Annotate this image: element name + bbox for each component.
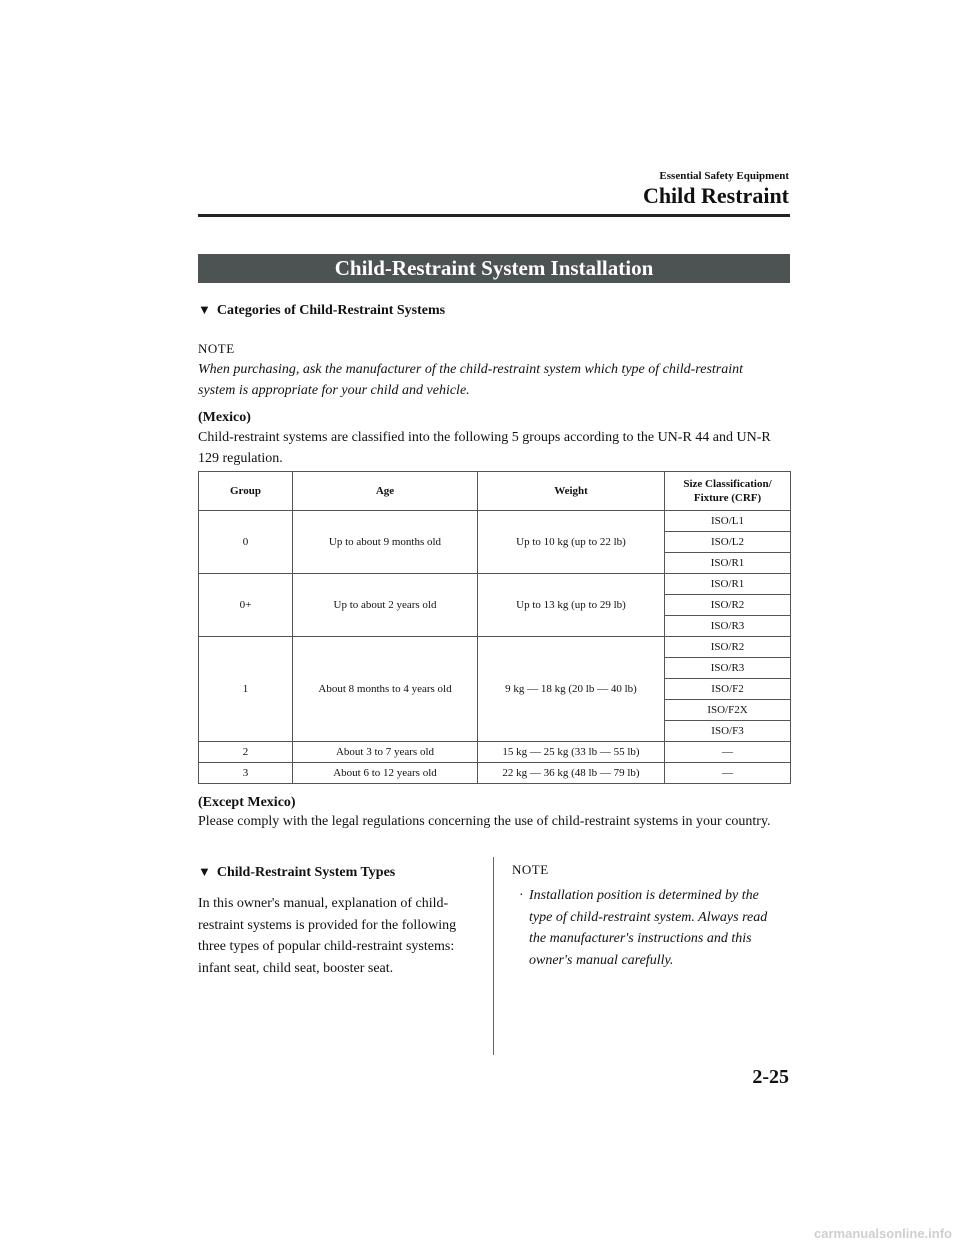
table-row bbox=[199, 637, 791, 658]
mexico-text: Child-restraint systems are classified into the following 5 groups according to the UN-R 44 and UN-R 129 regulation. bbox=[198, 430, 771, 466]
types-heading bbox=[198, 864, 395, 881]
watermark: carmanualsonline.info bbox=[814, 1226, 952, 1241]
types-text: In this owner's manual, explanation of child-restraint systems is provided for the following three types of popular child-restraint systems: infant seat, child seat, booster seat. bbox=[198, 896, 457, 976]
header-group: Group bbox=[199, 472, 293, 511]
cell-weight: Up to 10 kg (up to 22 lb) bbox=[478, 511, 665, 574]
table-header-row bbox=[199, 472, 791, 511]
cell-size: ISO/F3 bbox=[665, 721, 791, 742]
groups-table bbox=[198, 471, 791, 784]
cell-size: ISO/F2 bbox=[665, 679, 791, 700]
triangle-down-icon: ▼ bbox=[198, 302, 211, 317]
cell-group: 0+ bbox=[199, 574, 293, 637]
cell-size: ISO/L2 bbox=[665, 532, 791, 553]
cell-group: 2 bbox=[199, 742, 293, 763]
cell-age: About 3 to 7 years old bbox=[293, 742, 478, 763]
page-number: 2-25 bbox=[752, 1066, 789, 1088]
cell-size: ISO/L1 bbox=[665, 511, 791, 532]
note-label: NOTE bbox=[198, 341, 235, 356]
cell-size: — bbox=[665, 742, 791, 763]
table-row bbox=[199, 763, 791, 784]
categories-heading bbox=[198, 302, 445, 319]
right-note-label: NOTE bbox=[512, 862, 549, 877]
cell-size: ISO/R2 bbox=[665, 595, 791, 616]
running-head: Essential Safety Equipment bbox=[659, 170, 789, 182]
cell-weight: 22 kg — 36 kg (48 lb — 79 lb) bbox=[478, 763, 665, 784]
header-weight: Weight bbox=[478, 472, 665, 511]
cell-size: ISO/F2X bbox=[665, 700, 791, 721]
cell-size: ISO/R1 bbox=[665, 574, 791, 595]
chapter-title: Child Restraint bbox=[642, 183, 789, 208]
triangle-down-icon: ▼ bbox=[198, 864, 211, 879]
table-row bbox=[199, 574, 791, 595]
section-banner: Child-Restraint System Installation bbox=[198, 254, 790, 283]
cell-size: ISO/R3 bbox=[665, 616, 791, 637]
header-size-classification: Size Classification/ Fixture (CRF) bbox=[665, 472, 791, 511]
types-heading-text: Child-Restraint System Types bbox=[216, 865, 396, 880]
header-rule bbox=[198, 214, 790, 217]
header-age: Age bbox=[293, 472, 478, 511]
column-divider bbox=[493, 857, 494, 1055]
mexico-label: (Mexico) bbox=[198, 410, 251, 425]
cell-age: About 6 to 12 years old bbox=[293, 763, 478, 784]
right-note-text: Installation position is determined by the type of child-restraint system. Always read the manufacturer's instructions and this owner's manual carefully. bbox=[529, 888, 768, 968]
cell-group: 3 bbox=[199, 763, 293, 784]
cell-size: ISO/R1 bbox=[665, 553, 791, 574]
cell-group: 1 bbox=[199, 637, 293, 742]
bullet-icon: · bbox=[519, 888, 524, 903]
right-note-item bbox=[519, 885, 781, 971]
cell-age: About 8 months to 4 years old bbox=[293, 637, 478, 742]
cell-weight: Up to 13 kg (up to 29 lb) bbox=[478, 574, 665, 637]
table-row bbox=[199, 742, 791, 763]
categories-heading-text: Categories of Child-Restraint Systems bbox=[216, 303, 446, 318]
except-mexico-label: (Except Mexico) bbox=[198, 795, 296, 810]
cell-weight: 9 kg — 18 kg (20 lb — 40 lb) bbox=[478, 637, 665, 742]
table-row bbox=[199, 511, 791, 532]
cell-size: ISO/R2 bbox=[665, 637, 791, 658]
except-mexico-text: Please comply with the legal regulations concerning the use of child-restraint systems in your country. bbox=[198, 814, 771, 829]
note-text: When purchasing, ask the manufacturer of the child-restraint system which type of child-restraint system is appropriate for your child and vehicle. bbox=[198, 362, 744, 398]
cell-group: 0 bbox=[199, 511, 293, 574]
cell-size: — bbox=[665, 763, 791, 784]
cell-age: Up to about 2 years old bbox=[293, 574, 478, 637]
cell-age: Up to about 9 months old bbox=[293, 511, 478, 574]
cell-weight: 15 kg — 25 kg (33 lb — 55 lb) bbox=[478, 742, 665, 763]
cell-size: ISO/R3 bbox=[665, 658, 791, 679]
